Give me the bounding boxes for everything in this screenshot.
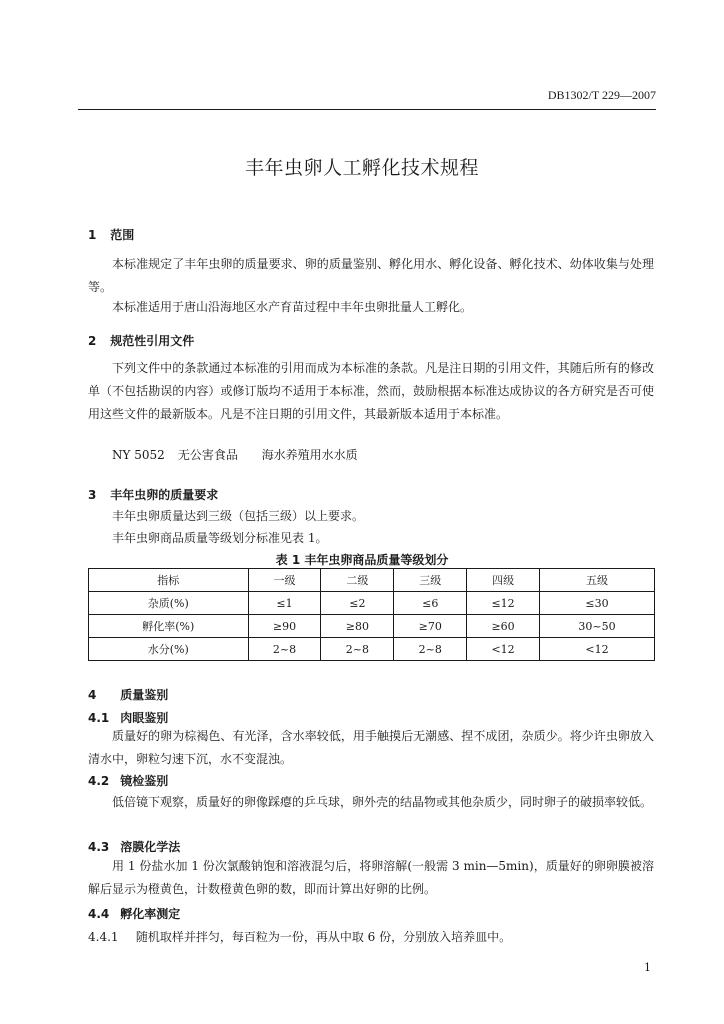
section-4-2-heading: [88, 772, 168, 789]
section-4-2-paragraph: 低倍镜下观察，质量好的卵像踩瘪的乒乓球，卵外壳的结晶物或其他杂质少，同时卵子的破损率较低。: [112, 795, 653, 809]
section-number: 4: [88, 688, 97, 702]
section-4-4-1-line: [88, 928, 511, 945]
table-cell: 杂质(%): [89, 592, 249, 615]
reference-code: NY 5052: [112, 448, 165, 462]
table-cell: 水分(%): [89, 638, 249, 661]
table-cell: 2~8: [394, 638, 467, 661]
normative-reference: [112, 446, 358, 463]
section-number: 4.2: [88, 774, 110, 788]
table-cell: ≤1: [248, 592, 321, 615]
section-4-1-paragraph: 质量好的卵为棕褐色、有光泽，含水率较低，用手触摸后无潮感、捏不成团，杂质少。将少许虫卵放入清水中，卵粒匀速下沉，水不变混浊。: [88, 729, 654, 766]
table-header-row: [89, 569, 655, 592]
section-1-paragraph-1: 本标准规定了丰年虫卵的质量要求、卵的质量鉴别、孵化用水、孵化设备、孵化技术、幼体收集与处理等。: [88, 257, 654, 294]
section-title: 质量鉴别: [120, 688, 169, 702]
section-title: 镜检鉴别: [120, 774, 169, 788]
section-4-4-heading: [88, 905, 180, 922]
section-number: 1: [88, 228, 97, 242]
section-title: 范围: [110, 228, 135, 242]
section-title: 肉眼鉴别: [120, 711, 169, 725]
page-number: 1: [644, 961, 651, 974]
table-header-cell: 指标: [89, 569, 249, 592]
section-number: 4.1: [88, 711, 110, 725]
reference-title-a: 无公害食品: [177, 448, 238, 462]
section-4-heading: [88, 686, 168, 703]
section-1-heading: [88, 226, 134, 243]
table-header-cell: 一级: [248, 569, 321, 592]
section-number: 4.3: [88, 840, 110, 854]
table-cell: <12: [540, 638, 655, 661]
table-cell: <12: [467, 638, 540, 661]
section-number: 3: [88, 488, 97, 502]
table-row: [89, 638, 655, 661]
table-cell: 孵化率(%): [89, 615, 249, 638]
table-cell: 2~8: [321, 638, 394, 661]
table-cell: ≥90: [248, 615, 321, 638]
table-caption: 表 1 丰年虫卵商品质量等级划分: [275, 553, 449, 567]
table-row: [89, 592, 655, 615]
section-title: 规范性引用文件: [110, 334, 195, 348]
table-cell: ≤12: [467, 592, 540, 615]
section-title: 孵化率测定: [120, 907, 181, 921]
table-row: [89, 615, 655, 638]
table-cell: 30~50: [540, 615, 655, 638]
table-cell: ≥60: [467, 615, 540, 638]
table-cell: ≥80: [321, 615, 394, 638]
table-cell: ≤30: [540, 592, 655, 615]
table-cell: ≥70: [394, 615, 467, 638]
section-2-heading: [88, 332, 194, 349]
section-4-3-paragraph: 用 1 份盐水加 1 份次氯酸钠饱和溶液混匀后，将卵溶解(一般需 3 min—5min)，质量好的卵卵膜被溶解后显示为橙黄色，计数橙黄色卵的数，即而计算出好卵的比例。: [88, 859, 654, 896]
section-number: 2: [88, 334, 97, 348]
section-text: 随机取样并拌匀，每百粒为一份，再从中取 6 份，分别放入培养皿中。: [135, 930, 512, 944]
table-header-cell: 二级: [321, 569, 394, 592]
section-4-1-heading: [88, 709, 168, 726]
section-3-line-2: 丰年虫卵商品质量等级划分标准见表 1。: [112, 531, 328, 545]
section-1-paragraph-2: 本标准适用于唐山沿海地区水产育苗过程中丰年虫卵批量人工孵化。: [112, 300, 473, 314]
section-number: 4.4: [88, 907, 110, 921]
table-cell: ≤2: [321, 592, 394, 615]
section-4-3-heading: [88, 838, 180, 855]
table-cell: 2~8: [248, 638, 321, 661]
table-header-cell: 四级: [467, 569, 540, 592]
header-rule: [78, 109, 656, 110]
table-header-cell: 五级: [540, 569, 655, 592]
section-2-paragraph-1: 下列文件中的条款通过本标准的引用而成为本标准的条款。凡是注日期的引用文件，其随后所有的修改单（不包括勘误的内容）或修订版均不适用于本标准，然而，鼓励根据本标准达成协议的各方研究是否可使用这些文件的最新版本。凡是不注日期的引用文件，其最新版本适用于本标准。: [88, 361, 654, 421]
reference-title-b: 海水养殖用水水质: [261, 448, 358, 462]
document-code: DB1302/T 229—2007: [547, 88, 656, 102]
section-title: 溶膜化学法: [120, 840, 181, 854]
quality-grade-table: [88, 568, 655, 661]
section-3-heading: [88, 486, 218, 503]
section-number: 4.4.1: [88, 930, 119, 944]
table-header-cell: 三级: [394, 569, 467, 592]
section-3-line-1: 丰年虫卵质量达到三级（包括三级）以上要求。: [112, 509, 365, 523]
table-cell: ≤6: [394, 592, 467, 615]
section-title: 丰年虫卵的质量要求: [110, 488, 219, 502]
document-title: 丰年虫卵人工孵化技术规程: [244, 157, 479, 179]
